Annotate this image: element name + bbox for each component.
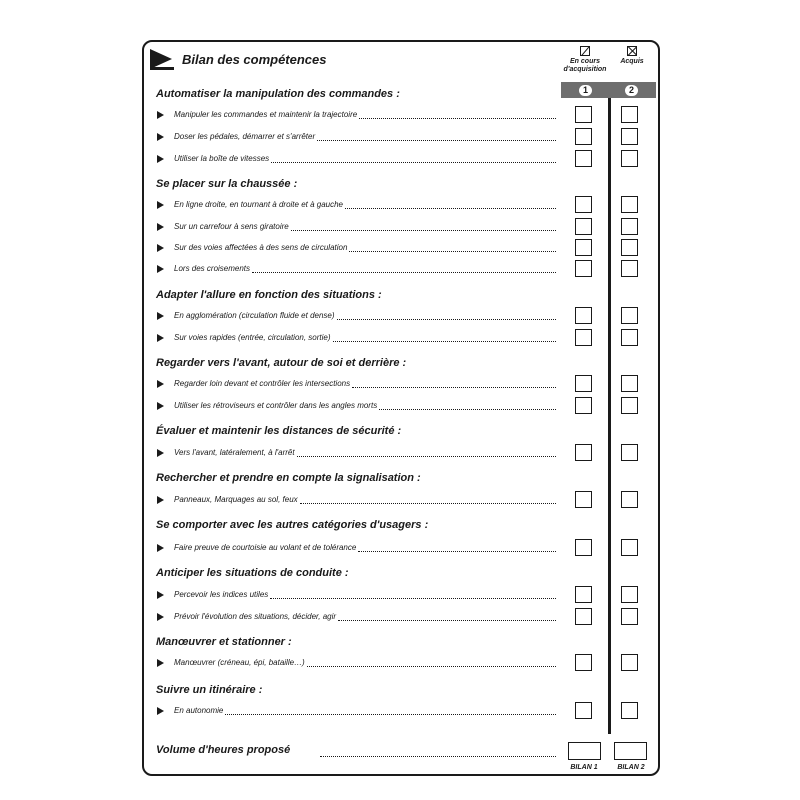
checkbox-in-progress[interactable] — [575, 128, 592, 145]
checkbox-acquired[interactable] — [621, 654, 638, 671]
section-heading: Évaluer et maintenir les distances de sécurité : — [156, 425, 402, 437]
competence-item — [156, 447, 556, 459]
competence-item-label: Utiliser la boîte de vitesses — [174, 154, 270, 163]
section-heading: Se comporter avec les autres catégories d'usagers : — [156, 519, 429, 531]
column-number-badge: 1 — [579, 85, 592, 96]
competence-item — [156, 589, 556, 601]
competence-item — [156, 109, 556, 121]
competence-item — [156, 542, 556, 554]
column-header-label: d'acquisition — [563, 66, 607, 73]
leader-dots — [271, 162, 556, 163]
leader-dots — [337, 319, 556, 320]
cross-checkbox-icon — [627, 46, 637, 56]
column-header-acquired — [607, 46, 657, 66]
leader-dots — [307, 666, 556, 667]
competence-item — [156, 131, 556, 143]
bilan-caption: BILAN 1 — [570, 764, 598, 771]
checkbox-acquired[interactable] — [621, 128, 638, 145]
checkbox-acquired[interactable] — [621, 702, 638, 719]
competence-item-label: En agglomération (circulation fluide et dense) — [174, 311, 335, 320]
bullet-arrow-icon — [157, 201, 164, 209]
competence-item-label: Percevoir les indices utiles — [174, 590, 269, 599]
competence-item-label: Utiliser les rétroviseurs et contrôler dans les angles morts — [174, 401, 378, 410]
checkbox-in-progress[interactable] — [575, 586, 592, 603]
competence-item — [156, 221, 556, 233]
competence-item — [156, 400, 556, 412]
checkbox-acquired[interactable] — [621, 444, 638, 461]
column-number-badge: 2 — [625, 85, 638, 96]
leader-dots — [352, 387, 556, 388]
column-header-in-progress — [560, 46, 610, 74]
checkbox-acquired[interactable] — [621, 307, 638, 324]
section-heading: Regarder vers l'avant, autour de soi et derrière : — [156, 357, 407, 369]
bullet-arrow-icon — [157, 334, 164, 342]
leader-dots — [225, 714, 556, 715]
hours-input-bilan-2[interactable] — [614, 742, 647, 760]
bullet-arrow-icon — [157, 659, 164, 667]
slash-checkbox-icon — [580, 46, 590, 56]
checkbox-acquired[interactable] — [621, 329, 638, 346]
competence-item-label: Manœuvrer (créneau, épi, bataille…) — [174, 658, 305, 667]
section-heading: Rechercher et prendre en compte la signalisation : — [156, 472, 421, 484]
column-number-bar — [561, 82, 656, 98]
page-title: Bilan des compétences — [182, 52, 327, 67]
competence-item-label: En autonomie — [174, 706, 224, 715]
competence-item — [156, 263, 556, 275]
checkbox-in-progress[interactable] — [575, 218, 592, 235]
competence-item-label: Faire preuve de courtoisie au volant et de tolérance — [174, 543, 357, 552]
leader-dots — [252, 272, 556, 273]
checkbox-in-progress[interactable] — [575, 106, 592, 123]
title-arrow-icon — [150, 49, 172, 69]
bullet-arrow-icon — [157, 402, 164, 410]
bullet-arrow-icon — [157, 133, 164, 141]
column-header-label: Acquis — [620, 58, 644, 65]
bullet-arrow-icon — [157, 544, 164, 552]
leader-dots — [291, 230, 556, 231]
bullet-arrow-icon — [157, 244, 164, 252]
section-heading: Anticiper les situations de conduite : — [156, 567, 349, 579]
column-divider — [608, 98, 611, 734]
competence-item-label: En ligne droite, en tournant à droite et à gauche — [174, 200, 344, 209]
bullet-arrow-icon — [157, 496, 164, 504]
checkbox-acquired[interactable] — [621, 106, 638, 123]
section-heading: Manœuvrer et stationner : — [156, 636, 292, 648]
hours-leader-dots — [320, 756, 556, 757]
bullet-arrow-icon — [157, 707, 164, 715]
section-heading: Suivre un itinéraire : — [156, 684, 263, 696]
checkbox-acquired[interactable] — [621, 239, 638, 256]
checkbox-acquired[interactable] — [621, 375, 638, 392]
competence-item-label: Sur un carrefour à sens giratoire — [174, 222, 289, 231]
hours-input-bilan-1[interactable] — [568, 742, 601, 760]
checkbox-acquired[interactable] — [621, 218, 638, 235]
checkbox-acquired[interactable] — [621, 397, 638, 414]
checkbox-in-progress[interactable] — [575, 375, 592, 392]
bullet-arrow-icon — [157, 223, 164, 231]
competence-card — [142, 40, 660, 776]
checkbox-in-progress[interactable] — [575, 491, 592, 508]
competence-item-label: Sur des voies affectées à des sens de circulation — [174, 243, 348, 252]
bilan-caption: BILAN 2 — [617, 764, 645, 771]
checkbox-acquired[interactable] — [621, 150, 638, 167]
column-header-label: En cours — [570, 58, 600, 65]
leader-dots — [359, 118, 556, 119]
leader-dots — [333, 341, 556, 342]
leader-dots — [379, 409, 556, 410]
competence-item-label: Manipuler les commandes et maintenir la trajectoire — [174, 110, 358, 119]
bullet-arrow-icon — [157, 380, 164, 388]
checkbox-acquired[interactable] — [621, 586, 638, 603]
checkbox-in-progress[interactable] — [575, 654, 592, 671]
leader-dots — [358, 551, 556, 552]
competence-item-label: Prévoir l'évolution des situations, décider, agir — [174, 612, 337, 621]
checkbox-in-progress[interactable] — [575, 307, 592, 324]
competence-item — [156, 378, 556, 390]
bullet-arrow-icon — [157, 312, 164, 320]
competence-item — [156, 199, 556, 211]
bullet-arrow-icon — [157, 265, 164, 273]
leader-dots — [345, 208, 556, 209]
checkbox-in-progress[interactable] — [575, 702, 592, 719]
section-heading: Se placer sur la chaussée : — [156, 178, 298, 190]
checkbox-in-progress[interactable] — [575, 196, 592, 213]
competence-item — [156, 242, 556, 254]
checkbox-in-progress[interactable] — [575, 260, 592, 277]
leader-dots — [349, 251, 556, 252]
bullet-arrow-icon — [157, 613, 164, 621]
checkbox-in-progress[interactable] — [575, 539, 592, 556]
leader-dots — [270, 598, 556, 599]
checkbox-acquired[interactable] — [621, 260, 638, 277]
leader-dots — [317, 140, 556, 141]
leader-dots — [338, 620, 556, 621]
checkbox-acquired[interactable] — [621, 196, 638, 213]
checkbox-acquired[interactable] — [621, 491, 638, 508]
checkbox-in-progress[interactable] — [575, 150, 592, 167]
leader-dots — [300, 503, 556, 504]
checkbox-in-progress[interactable] — [575, 608, 592, 625]
competence-item — [156, 153, 556, 165]
bullet-arrow-icon — [157, 155, 164, 163]
hours-label: Volume d'heures proposé — [156, 744, 291, 756]
checkbox-in-progress[interactable] — [575, 397, 592, 414]
bullet-arrow-icon — [157, 111, 164, 119]
competence-item — [156, 657, 556, 669]
competence-item — [156, 310, 556, 322]
competence-item — [156, 705, 556, 717]
checkbox-acquired[interactable] — [621, 539, 638, 556]
section-heading: Automatiser la manipulation des commandes : — [156, 88, 400, 100]
checkbox-in-progress[interactable] — [575, 239, 592, 256]
competence-item — [156, 611, 556, 623]
competence-item — [156, 494, 556, 506]
checkbox-in-progress[interactable] — [575, 444, 592, 461]
competence-item-label: Doser les pédales, démarrer et s'arrêter — [174, 132, 316, 141]
checkbox-in-progress[interactable] — [575, 329, 592, 346]
competence-item-label: Sur voies rapides (entrée, circulation, sortie) — [174, 333, 331, 342]
checkbox-acquired[interactable] — [621, 608, 638, 625]
competence-item-label: Vers l'avant, latéralement, à l'arrêt — [174, 448, 295, 457]
competence-item-label: Lors des croisements — [174, 264, 251, 273]
competence-item — [156, 332, 556, 344]
section-heading: Adapter l'allure en fonction des situations : — [156, 289, 382, 301]
competence-item-label: Panneaux, Marquages au sol, feux — [174, 495, 298, 504]
leader-dots — [297, 456, 556, 457]
bullet-arrow-icon — [157, 591, 164, 599]
competence-item-label: Regarder loin devant et contrôler les intersections — [174, 379, 351, 388]
bullet-arrow-icon — [157, 449, 164, 457]
